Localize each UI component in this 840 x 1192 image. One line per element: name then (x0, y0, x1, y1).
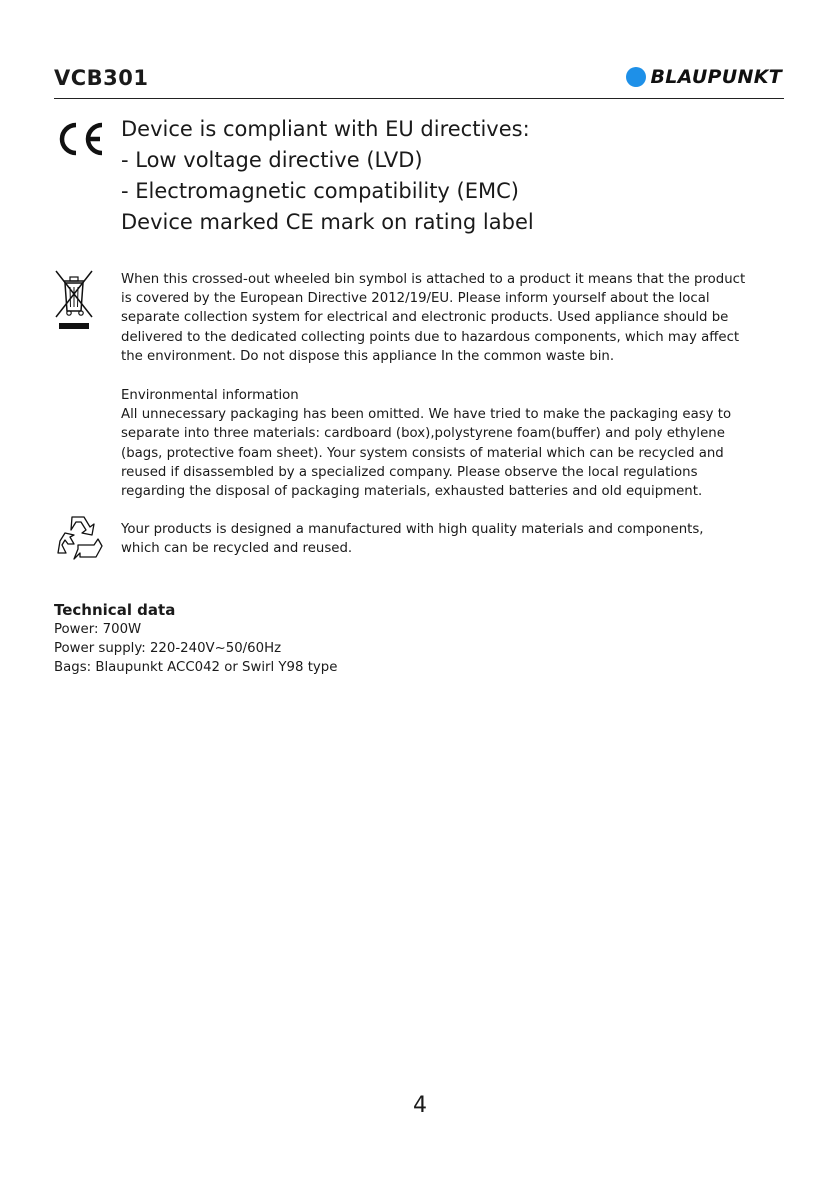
page-number: 4 (413, 1093, 427, 1118)
brand-name: BLAUPUNKT (650, 66, 782, 88)
recycle-paragraph (121, 520, 791, 558)
technical-data-section (54, 600, 337, 678)
ce-compliance-text (121, 114, 534, 238)
text-line: separate into three materials: cardboard (box),polystyrene foam(buffer) and poly ethylene (121, 426, 725, 442)
recycle-icon (54, 513, 106, 563)
spec-line: Power supply: 220-240V~50/60Hz (54, 641, 282, 657)
crossed-out-bin-icon (54, 267, 94, 331)
text-line: Environmental information (121, 388, 299, 403)
text-line: When this crossed-out wheeled bin symbol is attached to a product it means that the product (121, 272, 746, 287)
weee-paragraph (121, 270, 791, 366)
brand-logo (626, 66, 782, 88)
text-line: reused if disassembled by a specialized company. Please observe the local regulations (121, 464, 698, 480)
ce-line: - Low voltage directive (LVD) (121, 148, 423, 172)
text-line: delivered to the dedicated collecting points due to hazardous components, which may affect (121, 329, 740, 345)
text-line: is covered by the European Directive 2012/19/EU. Please inform yourself about the local (121, 291, 710, 307)
text-line: Your products is designed a manufactured with high quality materials and components, (121, 522, 704, 537)
model-name: VCB301 (54, 66, 149, 90)
ce-line: Device is compliant with EU directives: (121, 117, 530, 141)
text-line: the environment. Do not dispose this appliance In the common waste bin. (121, 348, 615, 364)
brand-dot-icon (626, 67, 646, 87)
spec-line: Power: 700W (54, 622, 142, 637)
ce-mark-icon (54, 122, 106, 156)
text-line: which can be recycled and reused. (121, 541, 353, 557)
spec-line: Bags: Blaupunkt ACC042 or Swirl Y98 type (54, 660, 338, 676)
text-line: regarding the disposal of packaging materials, exhausted batteries and old equipment. (121, 484, 703, 500)
text-line: (bags, protective foam sheet). Your system consists of material which can be recycled and (121, 445, 724, 461)
technical-data-title: Technical data (54, 601, 176, 619)
environmental-paragraph (121, 386, 791, 501)
ce-line: - Electromagnetic compatibility (EMC) (121, 179, 519, 203)
header-divider (54, 98, 784, 99)
ce-line: Device marked CE mark on rating label (121, 210, 534, 234)
text-line: separate collection system for electrical and electronic products. Used appliance should be (121, 310, 729, 326)
text-line: All unnecessary packaging has been omitted. We have tried to make the packaging easy to (121, 407, 732, 423)
